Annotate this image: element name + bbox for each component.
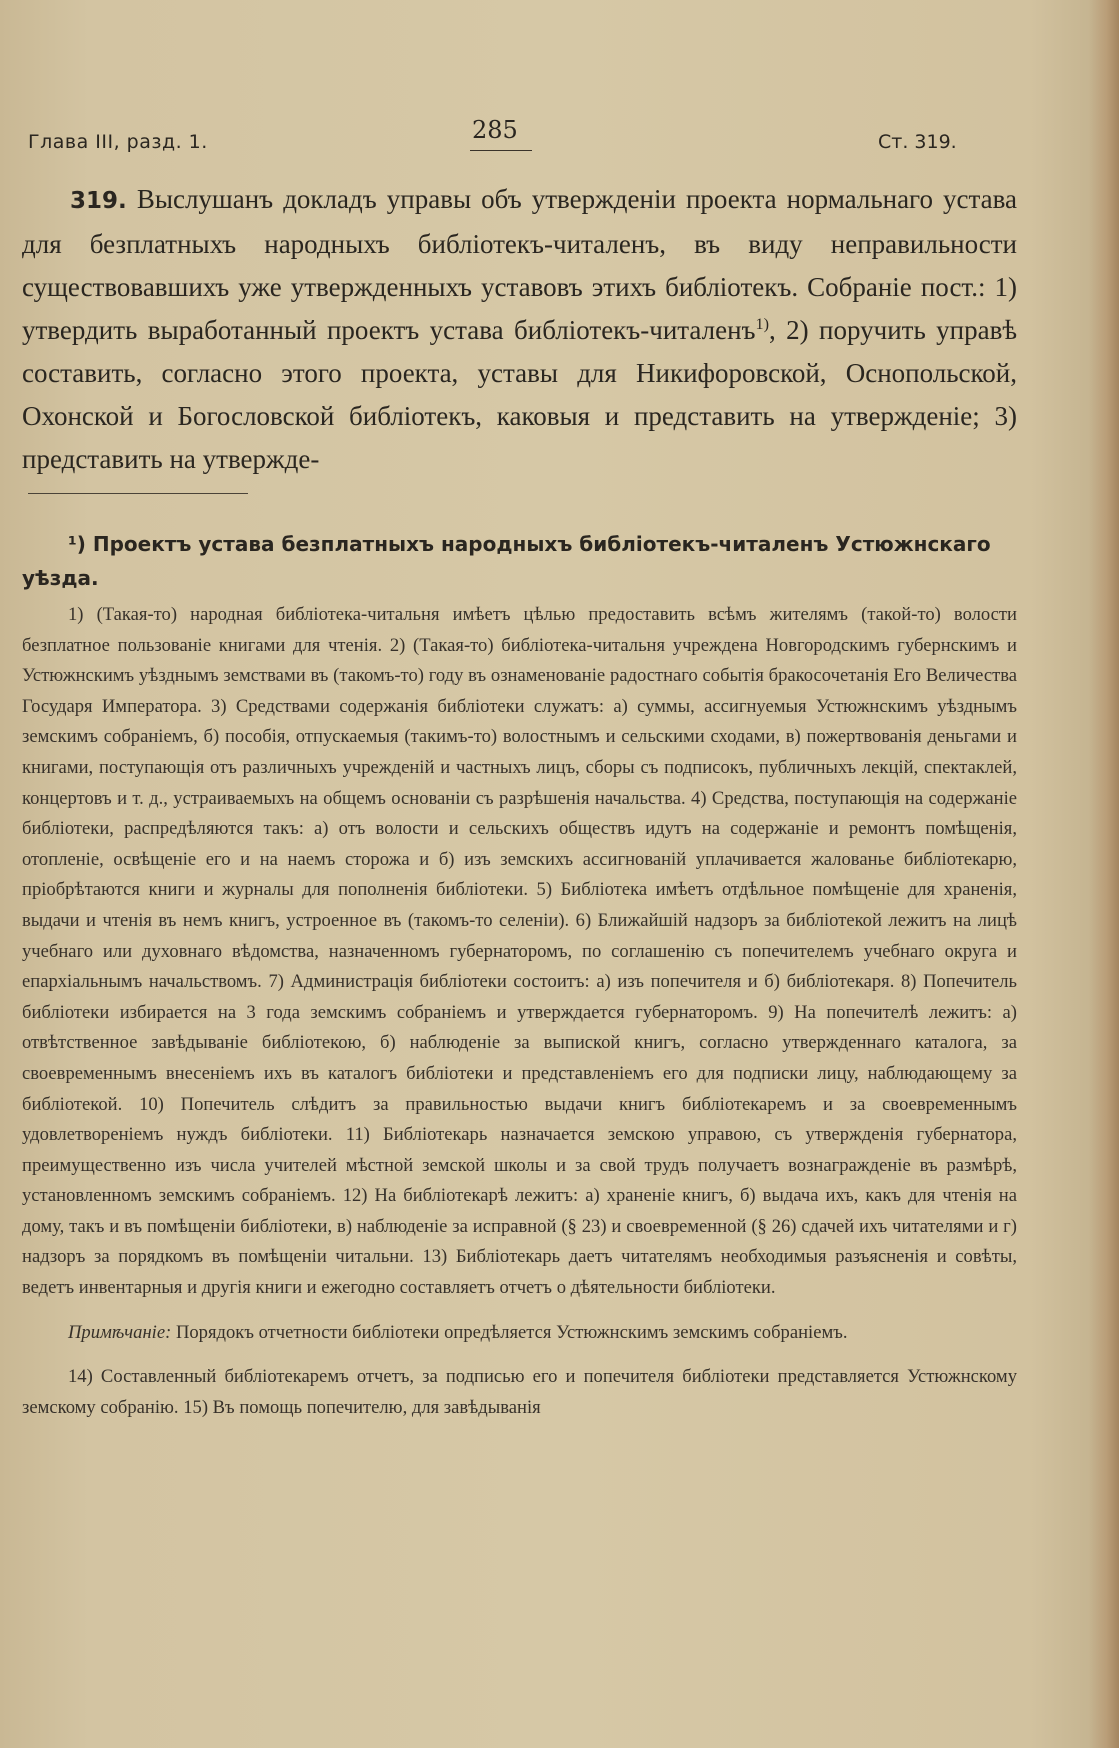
footnote-rule: [28, 493, 248, 494]
footnote-paragraph-1: 1) (Такая-то) народная библіотека-читальня имѣетъ цѣлью предоставить всѣмъ жителямъ (такой-то) волости безплатное пользованіе книгами для чтенія. 2) (Такая-то) библіотека-читальня учреждена Новгородскимъ губернскимъ и Устюжнскимъ уѣзднымъ земствами въ (такомъ-то) году въ ознаменованіе радостнаго событія бракосочетанія Его Величества Государя Императора. 3) Средствами содержанія библіотеки служатъ: а) суммы, ассигнуемыя Устюжнскимъ уѣзднымъ земскимъ собраніемъ, б) пособія, отпускаемыя (такимъ-то) волостнымъ и сельскими сходами, в) пожертвованія деньгами и книгами, поступающія отъ различныхъ учрежденій и частныхъ лицъ, сборы съ подписокъ, публичныхъ лекцій, спектаклей, концертовъ и т. д., устраиваемыхъ на общемъ основаніи съ разрѣшенія начальства. 4) Средства, поступающія на содержаніе библіотеки, распредѣляются такъ: а) отъ волости и сельскихъ обществъ идутъ на содержаніе и ремонтъ помѣщенія, отопленіе, освѣщеніе его и на наемъ сторожа и б) изъ земскихъ ассигнованій уплачивается жалованье библіотекарю, пріобрѣтаются книги и журналы для пополненія библіотеки. 5) Библіотека имѣетъ отдѣльное помѣщеніе для храненія, выдачи и чтенія въ немъ книгъ, устроенное въ (такомъ-то селеніи). 6) Ближайшій надзоръ за библіотекой лежитъ на лицѣ учебнаго или духовнаго вѣдомства, назначенномъ губернаторомъ, по соглашенію съ попечителемъ учебнаго округа и епархіальнымъ начальствомъ. 7) Администрація библіотеки состоитъ: а) изъ попечителя и б) библіотекаря. 8) Попечитель библіотеки избирается на 3 года земскимъ собраніемъ и утверждается губернаторомъ. 9) На попечителѣ лежитъ: а) отвѣтственное завѣдываніе библіотекою, б) наблюденіе за выпиской книгъ, согласно утвержденнаго каталога, за своевременнымъ внесеніемъ ихъ въ каталогъ библіотеки и представленіемъ его для подписки лицу, наблюдающему за библіотекой. 10) Попечитель слѣдитъ за правильностью выдачи книгъ библіотекаремъ и за своевременнымъ удовлетвореніемъ нуждъ библіотеки. 11) Библіотекарь назначается земскою управою, съ утвержденія губернатора, преимущественно изъ числа учителей мѣстной земской школы и за свой трудъ получаетъ вознагражденіе въ размѣрѣ, установленномъ земскимъ собраніемъ. 12) На библіотекарѣ лежитъ: а) храненіе книгъ, б) выдача ихъ, какъ для чтенія на дому, такъ и въ помѣщеніи библіотеки, в) наблюденіе за исправной (§ 23) и своевременной (§ 26) сдачей ихъ читателями и г) надзоръ за порядкомъ въ помѣщеніи читальни. 13) Библіотекарь даетъ читателямъ необходимыя разъясненія и совѣты, ведетъ инвентарныя и другія книги и ежегодно составляетъ отчетъ о дѣятельности библіотеки.: [22, 604, 1017, 1299]
page-edge: [1089, 0, 1119, 1748]
running-header-chapter: Глава III, разд. 1.: [28, 131, 208, 153]
article-body: [22, 178, 1017, 481]
page-number: 285: [472, 116, 518, 144]
note-label: Примѣчаніе:: [68, 1321, 172, 1343]
footnote-mark: ¹): [68, 532, 86, 556]
article-text-b: , 2) поручить управѣ составить, согласно этого проекта, уставы для Никифоровской, Оснопольской, Охонской и Богословской библіотекъ, каковыя и представить на утвержденіе; 3) представить на утвержде-: [22, 315, 1017, 474]
footnote-note: [22, 1318, 1017, 1349]
page-number-rule: [470, 150, 532, 151]
article-paragraph: [22, 178, 1017, 481]
article-number: 319.: [70, 188, 127, 214]
article-text-a: Выслушанъ докладъ управы объ утвержденіи проекта нормальнаго устава для безплатныхъ народныхъ библіотекъ-читаленъ, въ виду неправильности существовавшихъ уже утвержденныхъ уставовъ этихъ библіотекъ. Собраніе пост.: 1) утвердить выработанный проектъ устава библіотекъ-читаленъ: [22, 184, 1018, 345]
note-text: Порядокъ отчетности библіотеки опредѣляется Устюжнскимъ земскимъ собраніемъ.: [175, 1321, 848, 1343]
footnote-heading: [22, 527, 1017, 595]
running-header-article: Ст. 319.: [878, 131, 957, 153]
footnote-body: [22, 600, 1017, 1423]
footnote-reference: 1): [755, 315, 769, 333]
footnote-title: Проектъ устава безплатныхъ народныхъ библіотекъ-читаленъ Устюжнскаго уѣзда.: [22, 532, 991, 590]
footnote-paragraph-2: 14) Составленный библіотекаремъ отчетъ, за подписью его и попечителя библіотеки представляется Устюжнскому земскому собранію. 15) Въ помощь попечителю, для завѣдыванія: [22, 1366, 1017, 1418]
